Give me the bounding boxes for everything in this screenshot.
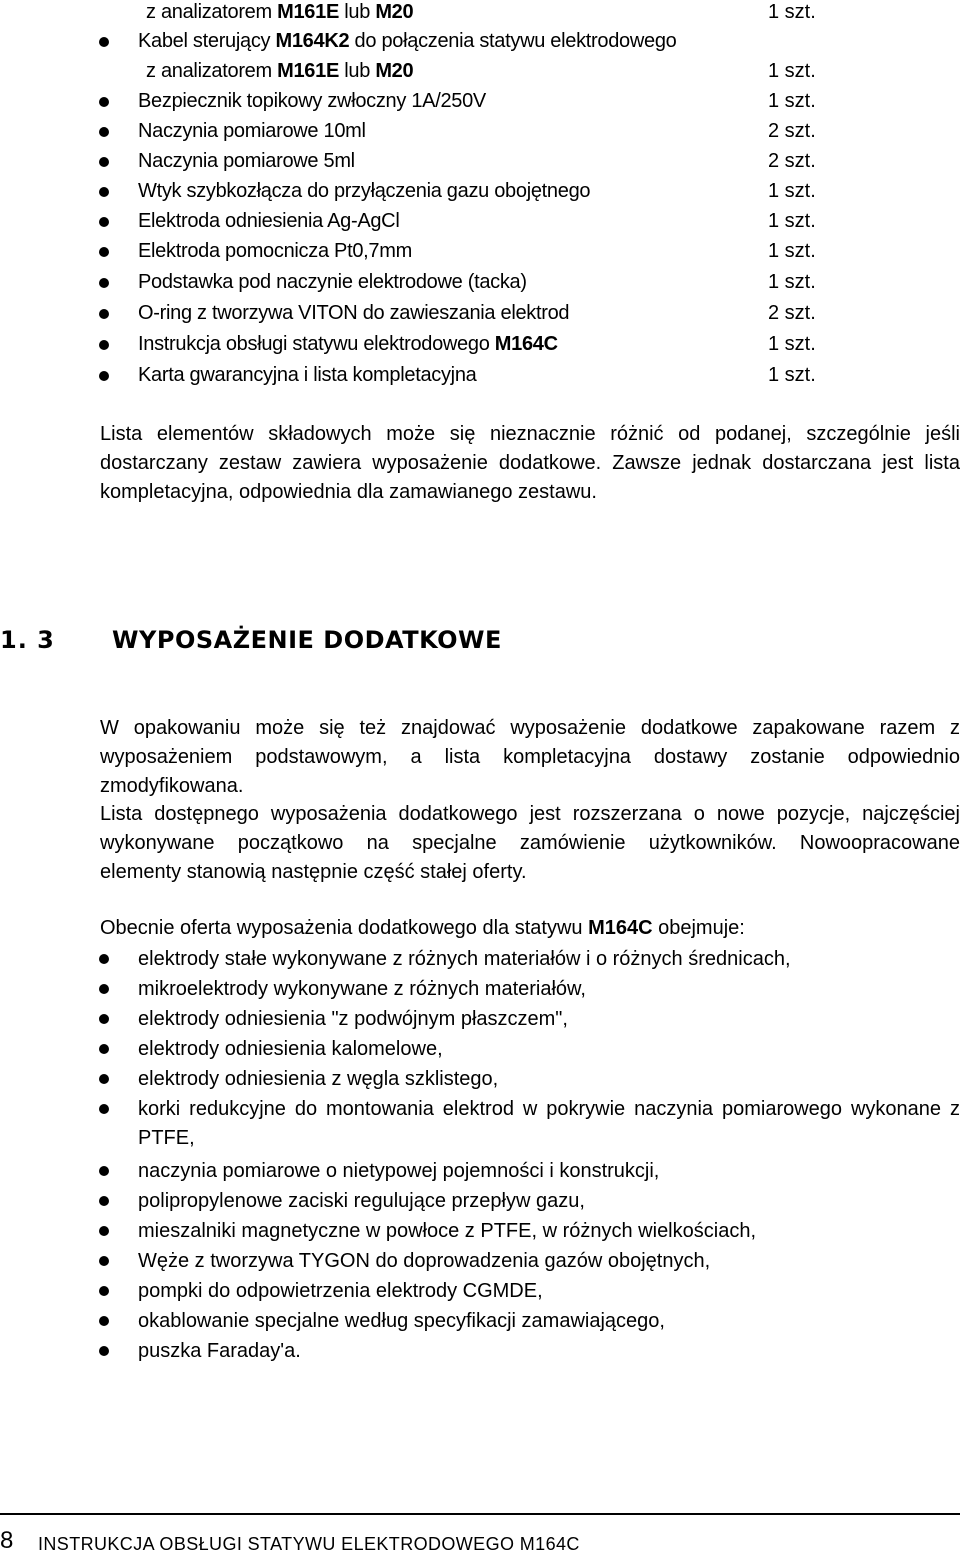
bullet-icon — [99, 340, 109, 350]
bullet-icon — [99, 278, 109, 288]
parts-item-name: Elektroda pomocnicza Pt0,7mm — [138, 240, 412, 262]
second-line: elementy stanowią następnie część stałej oferty. — [100, 861, 527, 883]
second-line: wykonywane początkowo na specjalne zamówienie użytkowników. Nowoopracowane — [100, 832, 960, 854]
parts-list-item — [0, 149, 960, 179]
bullet-icon — [99, 1044, 109, 1054]
note-line: Lista elementów składowych może się nieznacznie różnić od podanej, szczególnie jeśli — [100, 423, 960, 445]
parts-item-quantity: 2 szt. — [768, 150, 816, 172]
bullet-icon — [99, 1226, 109, 1236]
parts-item-name: Karta gwarancyjna i lista kompletacyjna — [138, 364, 477, 386]
parts-list-item — [0, 239, 960, 269]
parts-list-item — [0, 270, 960, 300]
parts-list-item — [0, 301, 960, 331]
bullet-icon — [99, 309, 109, 319]
offer-item-text: elektrody odniesienia "z podwójnym płaszczem", — [138, 1008, 568, 1030]
parts-item-quantity: 2 szt. — [768, 120, 816, 142]
bullet-icon — [99, 1286, 109, 1296]
parts-item-name: Kabel sterujący M164K2 do połączenia statywu elektrodowego — [138, 30, 677, 52]
parts-item-quantity: 1 szt. — [768, 333, 816, 355]
offer-item-text: pompki do odpowietrzenia elektrody CGMDE, — [138, 1280, 543, 1302]
bullet-icon — [99, 1346, 109, 1356]
bullet-icon — [99, 984, 109, 994]
bullet-icon — [99, 1104, 109, 1114]
second-paragraph — [100, 800, 960, 887]
parts-item-name: Instrukcja obsługi statywu elektrodowego M164C — [138, 333, 558, 355]
parts-list-item — [0, 29, 960, 59]
note-line: dostarczany zestaw zawiera wyposażenie dodatkowe. Zawsze jednak dostarczana jest lista — [100, 452, 960, 474]
parts-item-quantity: 1 szt. — [768, 180, 816, 202]
page-footer — [0, 1525, 960, 1557]
parts-item-name: Podstawka pod naczynie elektrodowe (tacka) — [138, 271, 527, 293]
offer-item-text: naczynia pomiarowe o nietypowej pojemności i konstrukcji, — [138, 1160, 660, 1182]
bullet-icon — [99, 1316, 109, 1326]
parts-list-item — [0, 0, 960, 30]
bullet-icon — [99, 1166, 109, 1176]
offer-item-text: Węże z tworzywa TYGON do doprowadzenia gazów obojętnych, — [138, 1250, 711, 1272]
bullet-icon — [99, 217, 109, 227]
second-line: Lista dostępnego wyposażenia dodatkowego jest rozszerzana o nowe pozycje, najczęściej — [100, 803, 960, 825]
parts-item-quantity: 1 szt. — [768, 90, 816, 112]
offer-item-text: okablowanie specjalne według specyfikacji zamawiającego, — [138, 1310, 665, 1332]
parts-item-name: Naczynia pomiarowe 10ml — [138, 120, 366, 142]
offer-item-text: elektrody odniesienia z węgla szklistego, — [138, 1068, 499, 1090]
offer-intro — [100, 914, 960, 943]
intro-line: zmodyfikowana. — [100, 775, 244, 797]
parts-item-name: Naczynia pomiarowe 5ml — [138, 150, 355, 172]
note-line: kompletacyjna, odpowiednia dla zamawianego zestawu. — [100, 481, 597, 503]
parts-item-name: Bezpiecznik topikowy zwłoczny 1A/250V — [138, 90, 486, 112]
footer-title: INSTRUKCJA OBSŁUGI STATYWU ELEKTRODOWEGO M164C — [38, 1534, 580, 1554]
offer-intro-text-end: obejmuje: — [652, 917, 745, 939]
section-title: WYPOSAŻENIE DODATKOWE — [112, 626, 502, 654]
footer-divider — [0, 1513, 960, 1515]
bullet-icon — [99, 1196, 109, 1206]
parts-item-quantity: 1 szt. — [768, 240, 816, 262]
bullet-icon — [99, 127, 109, 137]
offer-item-text: korki redukcyjne do montowania elektrod w pokrywie naczynia pomiarowego wykonane z PTFE, — [138, 1098, 960, 1149]
offer-intro-model: M164C — [588, 917, 653, 939]
bullet-icon — [99, 1014, 109, 1024]
parts-item-name: z analizatorem M161E lub M20 — [146, 1, 414, 23]
parts-item-quantity: 1 szt. — [768, 1, 816, 23]
section-number: 1. 3 — [0, 626, 55, 654]
parts-list-item — [0, 363, 960, 393]
parts-item-name: O-ring z tworzywa VITON do zawieszania elektrod — [138, 302, 570, 324]
parts-list-item — [0, 119, 960, 149]
parts-item-name: Elektroda odniesienia Ag-AgCl — [138, 210, 400, 232]
parts-list-item — [0, 332, 960, 362]
bullet-icon — [99, 1256, 109, 1266]
offer-item-text: puszka Faraday'a. — [138, 1340, 301, 1362]
bullet-icon — [99, 1074, 109, 1084]
bullet-icon — [99, 37, 109, 47]
offer-item-text: mieszalniki magnetyczne w powłoce z PTFE, w różnych wielkościach, — [138, 1220, 756, 1242]
section-heading — [0, 624, 960, 656]
parts-item-name: z analizatorem M161E lub M20 — [146, 60, 414, 82]
intro-line: W opakowaniu może się też znajdować wyposażenie dodatkowe zapakowane razem z — [100, 717, 960, 739]
bullet-icon — [99, 954, 109, 964]
intro-line: wyposażeniem podstawowym, a lista kompletacyjna dostawy zostanie odpowiednio — [100, 746, 960, 768]
offer-item-text: mikroelektrody wykonywane z różnych materiałów, — [138, 978, 586, 1000]
parts-item-name: Wtyk szybkozłącza do przyłączenia gazu obojętnego — [138, 180, 591, 202]
parts-item-quantity: 1 szt. — [768, 210, 816, 232]
offer-intro-text: Obecnie oferta wyposażenia dodatkowego dla statywu — [100, 917, 589, 939]
parts-item-quantity: 1 szt. — [768, 364, 816, 386]
note-paragraph — [100, 420, 960, 507]
parts-list-item — [0, 59, 960, 89]
parts-item-quantity: 1 szt. — [768, 60, 816, 82]
intro-paragraph — [100, 714, 960, 801]
offer-item-text: polipropylenowe zaciski regulujące przepływ gazu, — [138, 1190, 585, 1212]
bullet-icon — [99, 371, 109, 381]
parts-item-quantity: 2 szt. — [768, 302, 816, 324]
bullet-icon — [99, 187, 109, 197]
bullet-icon — [99, 247, 109, 257]
offer-item-text: elektrody odniesienia kalomelowe, — [138, 1038, 443, 1060]
parts-list-item — [0, 89, 960, 119]
parts-item-quantity: 1 szt. — [768, 271, 816, 293]
bullet-icon — [99, 97, 109, 107]
bullet-icon — [99, 157, 109, 167]
offer-item-text: elektrody stałe wykonywane z różnych materiałów i o różnych średnicach, — [138, 948, 791, 970]
parts-list-item — [0, 209, 960, 239]
page-number: 8 — [0, 1527, 14, 1554]
parts-list-item — [0, 179, 960, 209]
